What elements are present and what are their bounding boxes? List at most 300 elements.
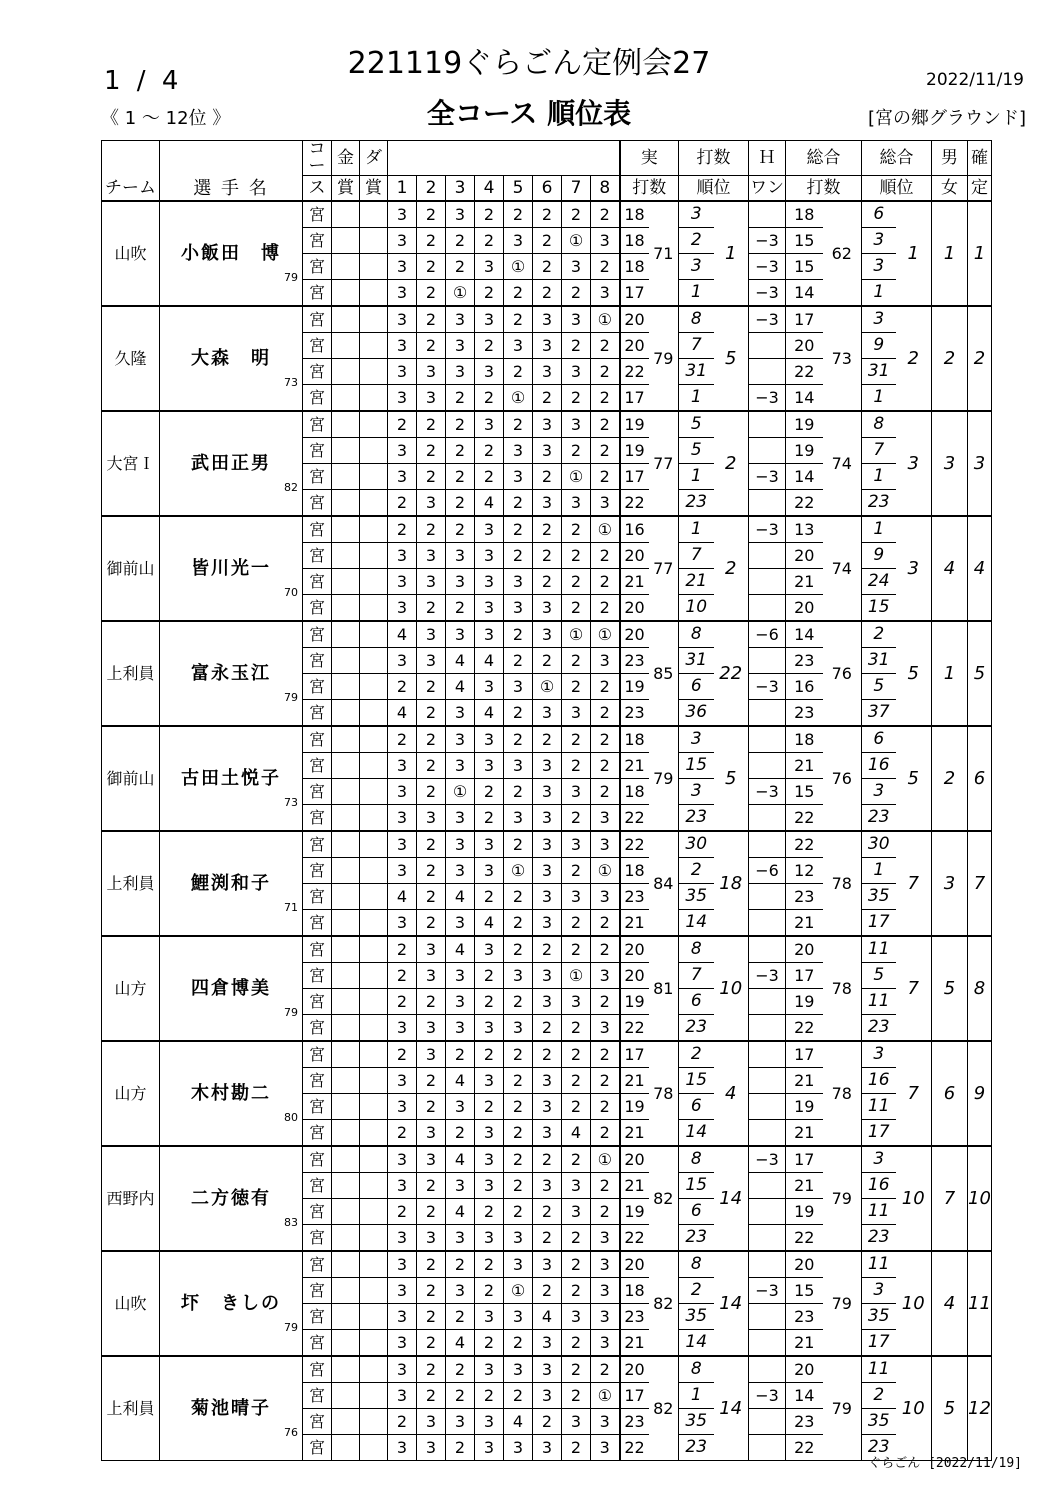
round-rank: 6 [679,674,714,700]
table-row [102,1251,992,1278]
hole-score: 2 [475,1199,504,1225]
hole-score: 2 [417,1356,446,1383]
hole-score: 2 [562,753,591,779]
da-prize-cell [360,1251,388,1278]
hole-score: 2 [388,1120,417,1147]
round-sum: 23 [620,700,649,727]
round-rank: 2 [679,858,714,884]
da-prize-cell [360,569,388,595]
final-rank: 5 [968,621,992,726]
hole-score: 3 [591,1435,620,1461]
final-rank: 2 [968,306,992,411]
hole-score: 2 [475,805,504,832]
da-prize-cell [360,359,388,385]
hole-score: 2 [504,779,533,805]
player-age: 71 [284,901,298,914]
hole-score: 2 [475,1041,504,1068]
round-total-rank: 23 [862,1015,896,1042]
header-gender: 男 [932,141,968,176]
player-age: 70 [284,586,298,599]
team-cell: 上利員 [102,831,160,936]
actual-strokes: 81 [649,936,679,1041]
header-stroke-rank: 打数 [679,141,749,176]
round-total: 19 [786,989,823,1015]
hole-score: 3 [388,1225,417,1252]
gold-prize-cell [332,1041,360,1068]
hole-score: 3 [533,306,562,333]
hole-score: 3 [475,1146,504,1173]
hole-score: 2 [504,648,533,674]
hole-score: 3 [591,963,620,989]
course-cell: 宮 [303,1015,332,1042]
header-h: Ｈ [749,141,786,176]
hole-score: 2 [562,1225,591,1252]
round-total-rank: 11 [862,1199,896,1225]
hole-score: 3 [591,884,620,910]
hole-score: 3 [475,1435,504,1461]
gold-prize-cell [332,1435,360,1461]
gold-prize-cell [332,910,360,937]
header-actual-2: 打数 [620,176,679,202]
gender-rank: 5 [932,936,968,1041]
da-prize-cell [360,910,388,937]
hole-score: 2 [388,516,417,543]
round-sum: 21 [620,569,649,595]
round-total-rank: 3 [862,779,896,805]
hole-score: 3 [417,1225,446,1252]
round-rank: 7 [679,963,714,989]
hole-score: 2 [504,306,533,333]
player-name-cell [160,516,303,621]
hole-score: 2 [417,1251,446,1278]
round-rank: 23 [679,1015,714,1042]
hole-score: 3 [533,858,562,884]
hole-score: 2 [562,674,591,700]
hole-in-one [749,1199,786,1225]
round-sum: 21 [620,1120,649,1147]
course-cell: 宮 [303,1225,332,1252]
hole-score: 2 [533,1199,562,1225]
hole-score: 3 [504,228,533,254]
gold-prize-cell [332,726,360,753]
hole-score: 3 [388,385,417,412]
hole-score: 3 [388,779,417,805]
gender-rank: 4 [932,1251,968,1356]
total-strokes: 78 [823,1041,862,1146]
round-total-rank: 9 [862,543,896,569]
gold-prize-cell [332,464,360,490]
gold-prize-cell [332,1409,360,1435]
gold-prize-cell [332,411,360,438]
hole-score: 3 [475,621,504,648]
hole-score: 3 [562,779,591,805]
table-row [102,1041,992,1068]
hole-score: 4 [388,621,417,648]
hole-score: 2 [417,674,446,700]
hole-score: 3 [533,700,562,727]
hole-score: 2 [417,1383,446,1409]
course-cell: 宮 [303,201,332,228]
gender-rank: 1 [932,201,968,306]
round-sum: 22 [620,490,649,517]
team-cell: 山吹 [102,201,160,306]
hole-score: 3 [417,359,446,385]
hole-in-one [749,201,786,228]
player-name: 鯉渕和子 [191,872,271,894]
hole-score: ① [446,280,475,307]
hole-score: 2 [504,201,533,228]
course-cell: 宮 [303,385,332,412]
round-sum: 23 [620,884,649,910]
da-prize-cell [360,1304,388,1330]
gold-prize-cell [332,936,360,963]
round-total-rank: 2 [862,1383,896,1409]
round-total: 23 [786,648,823,674]
round-total-rank: 6 [862,201,896,228]
hole-score: 2 [562,543,591,569]
da-prize-cell [360,1173,388,1199]
hole-score: 3 [504,569,533,595]
hole-in-one [749,805,786,832]
round-total: 17 [786,963,823,989]
round-rank: 5 [679,438,714,464]
round-sum: 20 [620,306,649,333]
hole-score: 3 [388,201,417,228]
course-cell: 宮 [303,858,332,884]
hole-score: 2 [591,989,620,1015]
round-total-rank: 3 [862,1041,896,1068]
course-cell: 宮 [303,569,332,595]
hole-score: 3 [475,726,504,753]
da-prize-cell [360,411,388,438]
team-cell: 山吹 [102,1251,160,1356]
hole-score: 2 [562,595,591,622]
hole-score: 3 [417,1409,446,1435]
course-cell: 宮 [303,805,332,832]
gender-rank: 7 [932,1146,968,1251]
header-h-2: ワン [749,176,786,202]
round-total-rank: 15 [862,595,896,622]
player-name: 武田正男 [191,452,271,474]
da-prize-cell [360,1383,388,1409]
hole-score: 3 [475,1409,504,1435]
round-total-rank: 5 [862,963,896,989]
hole-in-one [749,1120,786,1147]
hole-score: 2 [446,1120,475,1147]
table-row [102,306,992,333]
total-strokes: 76 [823,726,862,831]
gold-prize-cell [332,595,360,622]
round-rank: 35 [679,884,714,910]
hole-in-one [749,831,786,858]
total-rank: 3 [896,516,932,621]
hole-score: 2 [591,333,620,359]
hole-score: ① [533,674,562,700]
course-cell: 宮 [303,1068,332,1094]
course-cell: 宮 [303,1409,332,1435]
round-total: 19 [786,411,823,438]
hole-in-one: −3 [749,779,786,805]
stroke-rank: 22 [714,621,749,726]
round-sum: 18 [620,779,649,805]
gender-rank: 1 [932,621,968,726]
team-cell: 西野内 [102,1146,160,1251]
header-gold-2: 賞 [332,176,360,202]
hole-score: 2 [591,1199,620,1225]
hole-score: 2 [388,726,417,753]
venue-label: [宮の郷グラウンド] [867,108,1026,129]
final-rank: 8 [968,936,992,1041]
hole-score: 3 [417,1435,446,1461]
round-total: 22 [786,359,823,385]
hole-score: 3 [504,1015,533,1042]
header-course: コー [303,141,332,176]
gender-rank: 5 [932,1356,968,1461]
round-total: 20 [786,333,823,359]
hole-score: 3 [446,963,475,989]
round-sum: 19 [620,1094,649,1120]
hole-score: 3 [475,1173,504,1199]
header-hole-1: 1 [388,176,417,202]
hole-score: 2 [446,1383,475,1409]
hole-score: 3 [533,989,562,1015]
hole-score: 3 [417,1015,446,1042]
hole-score: 2 [533,254,562,280]
hole-score: 3 [446,1278,475,1304]
hole-score: 3 [533,1251,562,1278]
hole-score: 3 [417,805,446,832]
hole-score: 2 [562,1278,591,1304]
round-total: 22 [786,805,823,832]
hole-in-one [749,910,786,937]
da-prize-cell [360,280,388,307]
hole-score: 2 [591,254,620,280]
hole-score: 2 [475,1383,504,1409]
round-total-rank: 3 [862,254,896,280]
round-total-rank: 17 [862,1330,896,1357]
gold-prize-cell [332,1068,360,1094]
hole-score: 2 [475,989,504,1015]
da-prize-cell [360,1120,388,1147]
player-age: 80 [284,1111,298,1124]
hole-score: 2 [533,1278,562,1304]
gold-prize-cell [332,753,360,779]
total-strokes: 74 [823,411,862,516]
hole-in-one: −3 [749,1146,786,1173]
hole-score: 2 [417,306,446,333]
hole-score: 2 [446,385,475,412]
round-total: 20 [786,1251,823,1278]
hole-score: 2 [562,1383,591,1409]
hole-score: 2 [388,490,417,517]
total-rank: 5 [896,726,932,831]
hole-score: 2 [591,1068,620,1094]
hole-score: 2 [562,936,591,963]
round-rank: 8 [679,1251,714,1278]
hole-score: 2 [591,1120,620,1147]
hole-score: 3 [446,1094,475,1120]
player-name-cell [160,1251,303,1356]
hole-score: 3 [591,280,620,307]
gold-prize-cell [332,490,360,517]
hole-in-one [749,595,786,622]
hole-in-one: −3 [749,280,786,307]
round-sum: 20 [620,1356,649,1383]
round-total-rank: 23 [862,805,896,832]
round-total-rank: 11 [862,1094,896,1120]
round-total-rank: 35 [862,884,896,910]
gold-prize-cell [332,1199,360,1225]
hole-score: 3 [446,910,475,937]
gold-prize-cell [332,280,360,307]
gold-prize-cell [332,805,360,832]
hole-score: 3 [591,228,620,254]
round-total-rank: 23 [862,490,896,517]
hole-score: 3 [504,438,533,464]
hole-score: 3 [562,884,591,910]
hole-score: 4 [446,1068,475,1094]
round-rank: 8 [679,306,714,333]
hole-score: 3 [533,779,562,805]
hole-score: 2 [591,569,620,595]
gold-prize-cell [332,569,360,595]
round-rank: 30 [679,831,714,858]
round-rank: 8 [679,936,714,963]
gold-prize-cell [332,648,360,674]
hole-score: 2 [591,543,620,569]
hole-score: 3 [533,910,562,937]
team-cell: 上利員 [102,1356,160,1461]
hole-score: ① [591,1146,620,1173]
round-sum: 22 [620,805,649,832]
hole-score: 3 [475,1225,504,1252]
hole-score: ① [504,385,533,412]
hole-score: 3 [475,831,504,858]
hole-score: 4 [446,648,475,674]
hole-score: 2 [417,1278,446,1304]
hole-score: 3 [417,1120,446,1147]
hole-score: 2 [562,385,591,412]
course-cell: 宮 [303,543,332,569]
hole-score: 2 [504,1068,533,1094]
hole-score: 3 [475,1304,504,1330]
round-total: 19 [786,1094,823,1120]
hole-score: 2 [446,464,475,490]
gold-prize-cell [332,779,360,805]
hole-score: 2 [388,989,417,1015]
player-age: 79 [284,1006,298,1019]
hole-in-one [749,1068,786,1094]
hole-score: 2 [446,516,475,543]
hole-score: 4 [446,936,475,963]
round-total-rank: 9 [862,333,896,359]
round-total: 21 [786,1173,823,1199]
stroke-rank: 2 [714,516,749,621]
hole-score: 2 [504,1199,533,1225]
round-rank: 5 [679,411,714,438]
round-sum: 20 [620,1251,649,1278]
hole-score: 2 [562,333,591,359]
table-row [102,621,992,648]
da-prize-cell [360,989,388,1015]
hole-score: 3 [562,490,591,517]
hole-in-one: −6 [749,858,786,884]
course-cell: 宮 [303,359,332,385]
hole-score: 2 [388,936,417,963]
hole-score: 3 [562,831,591,858]
hole-score: 2 [475,385,504,412]
round-total-rank: 31 [862,359,896,385]
hole-score: 2 [533,516,562,543]
course-cell: 宮 [303,989,332,1015]
gold-prize-cell [332,1304,360,1330]
hole-score: 3 [388,359,417,385]
hole-in-one [749,1041,786,1068]
hole-score: 3 [388,1356,417,1383]
hole-score: 2 [388,1041,417,1068]
round-sum: 20 [620,963,649,989]
course-cell: 宮 [303,963,332,989]
hole-in-one [749,1304,786,1330]
hole-score: 2 [533,201,562,228]
stroke-rank: 2 [714,411,749,516]
round-total-rank: 11 [862,1251,896,1278]
round-total: 18 [786,726,823,753]
round-sum: 21 [620,1173,649,1199]
hole-score: 3 [417,936,446,963]
player-name: 二方徳有 [191,1187,271,1209]
hole-score: 3 [591,1304,620,1330]
hole-in-one [749,648,786,674]
hole-score: 2 [417,411,446,438]
hole-score: 2 [504,1120,533,1147]
hole-score: 2 [417,1199,446,1225]
hole-score: 2 [504,989,533,1015]
hole-score: 2 [475,884,504,910]
player-name-cell [160,621,303,726]
round-rank: 15 [679,1068,714,1094]
player-age: 82 [284,481,298,494]
round-rank: 6 [679,1199,714,1225]
hole-score: 3 [533,1120,562,1147]
hole-score: 3 [475,516,504,543]
round-total-rank: 35 [862,1304,896,1330]
round-total: 23 [786,1409,823,1435]
hole-score: 2 [475,464,504,490]
course-cell: 宮 [303,779,332,805]
hole-score: 2 [475,1278,504,1304]
hole-score: 3 [475,595,504,622]
round-total-rank: 1 [862,516,896,543]
gender-rank: 2 [932,306,968,411]
hole-score: 3 [591,1225,620,1252]
hole-score: 2 [388,1409,417,1435]
hole-score: 3 [533,1173,562,1199]
round-sum: 16 [620,516,649,543]
round-sum: 20 [620,595,649,622]
hole-score: 2 [504,1173,533,1199]
round-rank: 31 [679,648,714,674]
hole-score: 3 [446,359,475,385]
hole-in-one: −3 [749,516,786,543]
stroke-rank: 18 [714,831,749,936]
da-prize-cell [360,254,388,280]
hole-score: 2 [417,201,446,228]
round-total: 23 [786,884,823,910]
hole-in-one [749,1409,786,1435]
hole-score: ① [562,963,591,989]
hole-score: 3 [446,831,475,858]
